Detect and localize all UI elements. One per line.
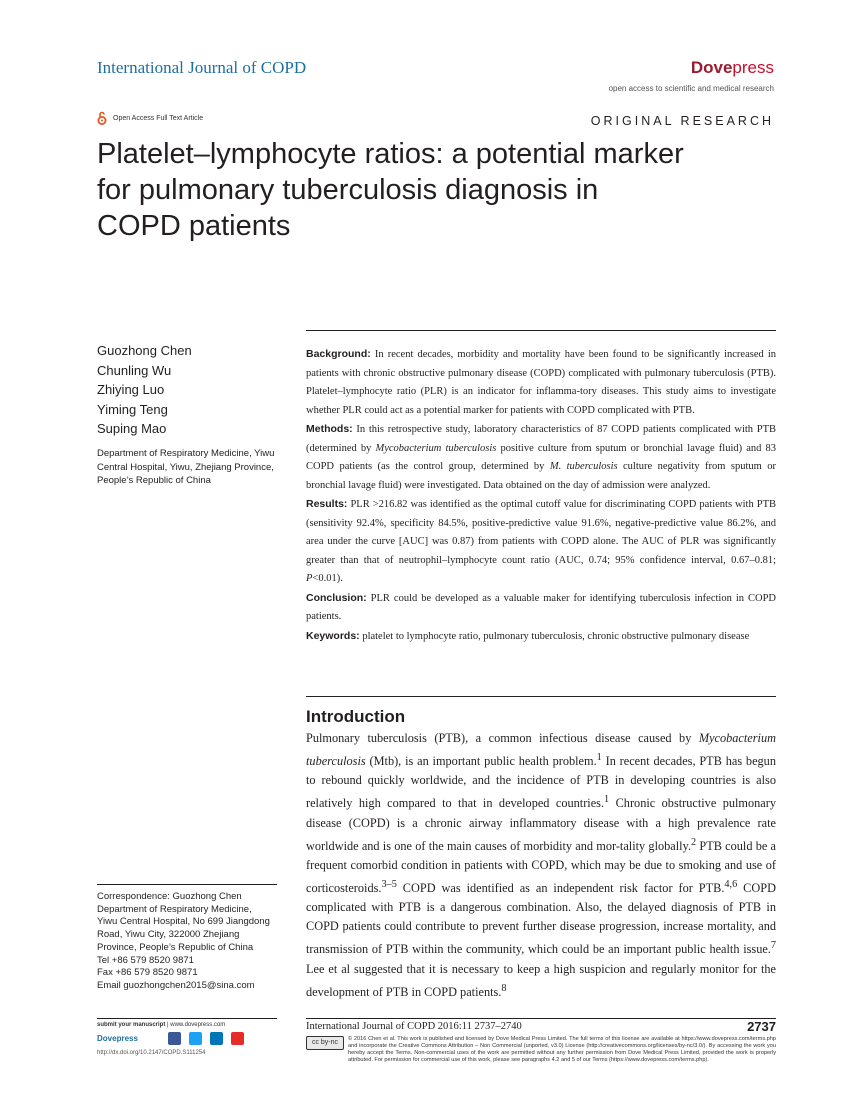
citation-ref[interactable]: 7	[770, 940, 776, 952]
paragraph	[306, 729, 776, 1002]
journal-citation: International Journal of COPD 2016:11 2737–2740	[306, 1021, 522, 1032]
abstract-keywords	[306, 627, 776, 647]
citation-ref[interactable]: 1	[596, 752, 602, 764]
publisher-tagline: open access to scientific and medical research	[608, 84, 774, 93]
abstract-text: positive culture from sputum or bronchial lavage fluid) and 83 COPD patients (as the control group, determined by	[306, 442, 776, 472]
correspondence-line: Fax +86 579 8520 9871	[97, 967, 198, 979]
body-text: COPD complicated with PTB is a dangerous combination. Also, the delayed diagnosis of PTB in COPD patients could contribute to prevent further disease progression, increase mortality, and transmission of PTB within the community, which could be an important public health issue.	[306, 881, 776, 957]
affiliation: Department of Respiratory Medicine, Yiwu Central Hospital, Yiwu, Zhejiang Province, People’s Republic of China	[97, 448, 275, 486]
citation-ref[interactable]: 8	[501, 982, 507, 994]
divider	[306, 696, 776, 697]
abstract-text: <0.01).	[312, 573, 343, 584]
section-label: Conclusion:	[306, 591, 367, 604]
abstract-text: In recent decades, morbidity and mortality have been found to be significantly increased in patients with chronic obstructive pulmonary disease (COPD) complicated with pulmonary tuberculosis (PTB). Platelet–lymphocyte ratio (PLR) is an indicator for inflamma-tory diseases. This study aims to investigate whether PLR could act as a potential marker for patients with COPD complicated with PTB.	[306, 349, 776, 416]
species-name: M. tuberculosis	[549, 461, 618, 472]
author: Chunling Wu	[97, 362, 172, 378]
submit-manuscript-link[interactable]	[97, 1022, 225, 1028]
publisher-name-light: press	[732, 58, 774, 77]
youtube-icon[interactable]	[231, 1032, 244, 1045]
body-text: Pulmonary tuberculosis (PTB), a common infectious disease caused by	[306, 731, 699, 745]
open-access-badge	[97, 111, 203, 125]
correspondence-email[interactable]: Email guozhongchen2015@sina.com	[97, 979, 255, 991]
title-line-2: for pulmonary tuberculosis diagnosis in	[97, 174, 599, 206]
section-label: Background:	[306, 348, 371, 360]
body-text: (Mtb), is an important public health problem.	[365, 754, 597, 769]
facebook-icon[interactable]	[168, 1032, 181, 1045]
keywords-text: platelet to lymphocyte ratio, pulmonary tuberculosis, chronic obstructive pulmonary disease	[359, 630, 750, 642]
correspondence-line: Department of Respiratory Medicine,	[97, 903, 252, 915]
author-list	[97, 341, 192, 439]
open-access-icon	[97, 111, 107, 125]
section-heading: Introduction	[306, 707, 406, 726]
body-text: PTB could be a frequent comorbid condition in patients with COPD, which may be due to smoking and use of corticosteroids.	[306, 838, 776, 896]
divider	[97, 884, 277, 885]
article-type: ORIGINAL RESEARCH	[590, 114, 774, 128]
correspondence-line: Correspondence: Guozhong Chen	[97, 891, 242, 902]
doi-link[interactable]: http://dx.doi.org/10.2147/COPD.S111254	[97, 1050, 206, 1056]
p-symbol: P	[306, 573, 313, 584]
abstract	[306, 345, 776, 646]
citation-ref[interactable]: 3–5	[381, 878, 397, 890]
open-access-label: Open Access Full Text Article	[113, 114, 204, 122]
section-label: Results:	[306, 498, 348, 510]
section-label: Keywords:	[306, 629, 360, 642]
body-text: Chronic obstructive pulmonary disease (COPD) is a chronic airway inflammatory disease with a high prevalence rate worldwide and is one of the main causes of morbidity and mor-tality globally.	[306, 796, 776, 853]
author: Yiming Teng	[97, 401, 168, 417]
abstract-methods	[306, 420, 776, 495]
divider	[306, 1018, 776, 1019]
publisher-logo[interactable]	[691, 58, 774, 78]
license-block	[306, 1036, 776, 1064]
abstract-text: PLR >216.82 was identified as the optimal cutoff value for discriminating COPD patients with PTB (sensitivity 92.4%, specificity 84.5%, positive-predictive value 91.6%, negative-predictive value 86.2%, and area under the curve [AUC] was 0.87) from patients with COPD alone. The AUC of PLR was significantly greater than that of neutrophil–lymphocyte count ratio (AUC, 0.74; 95% confidence interval, 0.67–0.81;	[306, 499, 776, 566]
body-text: Lee et al suggested that it is necessary to keep a high suspicion and regularly monitor for the development of PTB in COPD patients.	[306, 961, 776, 999]
author: Zhiying Luo	[97, 382, 165, 397]
abstract-text: PLR could be developed as a valuable maker for identifying tuberculosis infection in COPD patients.	[306, 592, 776, 622]
citation-ref[interactable]: 1	[604, 794, 610, 806]
citation-ref[interactable]: 4,6	[724, 878, 738, 890]
dovepress-logo[interactable]: Dovepress	[97, 1034, 138, 1043]
section-label: Methods:	[306, 423, 353, 435]
abstract-results	[306, 495, 776, 589]
page-number: 2737	[747, 1019, 776, 1034]
author: Suping Mao	[97, 421, 167, 436]
submit-url: | www.dovepress.com	[165, 1022, 226, 1028]
citation-ref[interactable]: 2	[691, 836, 697, 848]
body-text: COPD was identified as an independent risk factor for PTB.	[396, 881, 725, 896]
divider	[306, 330, 776, 331]
correspondence-line: Province, People’s Republic of China	[97, 941, 254, 953]
paper-title	[97, 136, 777, 244]
correspondence-line: Tel +86 579 8520 9871	[97, 954, 194, 966]
correspondence	[97, 891, 297, 993]
title-line-1: Platelet–lymphocyte ratios: a potential marker	[97, 138, 684, 170]
title-line-3: COPD patients	[97, 210, 291, 242]
social-bar	[97, 1032, 252, 1045]
species-name: Mycobacterium tuberculosis	[306, 731, 776, 769]
author: Guozhong Chen	[97, 343, 192, 358]
correspondence-line: Yiwu Central Hospital, No 699 Jiangdong	[97, 916, 270, 928]
linkedin-icon[interactable]	[210, 1032, 223, 1045]
introduction-body	[306, 729, 776, 1002]
license-text: © 2016 Chen et al. This work is published and licensed by Dove Medical Press Limited. The full terms of this license are available at https://www.dovepress.com/terms.php and incorporate the Creative Commons Attribution – Non Commercial (unported, v3.0) License (http://creativecommons.org/licenses/by-nc/3.0/). By accessing the work you hereby accept the Terms. Non-commercial uses of the work are permitted without any further permission from Dove Medical Press Limited, provided the work is properly attributed. For permission for commercial use of this work, please see paragraphs 4.2 and 5 of our Terms (https://www.dovepress.com/terms.php).	[348, 1036, 776, 1063]
correspondence-line: Road, Yiwu City, 322000 Zhejiang	[97, 929, 240, 941]
divider	[97, 1018, 277, 1019]
twitter-icon[interactable]	[189, 1032, 202, 1045]
publisher-name-bold: Dove	[690, 58, 733, 77]
abstract-text: In this retrospective study, laboratory characteristics of 87 COPD patients complicated with PTB (determined by	[306, 424, 776, 454]
body-text: In recent decades, PTB has begun to rebound quickly worldwide, and the incidence of PTB in developing countries is also relatively high compared to that in developed countries.	[306, 754, 776, 811]
abstract-text: culture negativity from sputum or bronchial lavage fluid) were investigated. Data obtained on the day of admission were analyzed.	[306, 461, 776, 491]
cc-license-icon[interactable]: cc by-nc	[306, 1036, 344, 1050]
abstract-background	[306, 345, 776, 420]
abstract-conclusion	[306, 589, 776, 627]
submit-label: submit your manuscript	[97, 1022, 166, 1028]
species-name: Mycobacterium tuberculosis	[375, 442, 497, 454]
journal-title: International Journal of COPD	[97, 58, 307, 77]
